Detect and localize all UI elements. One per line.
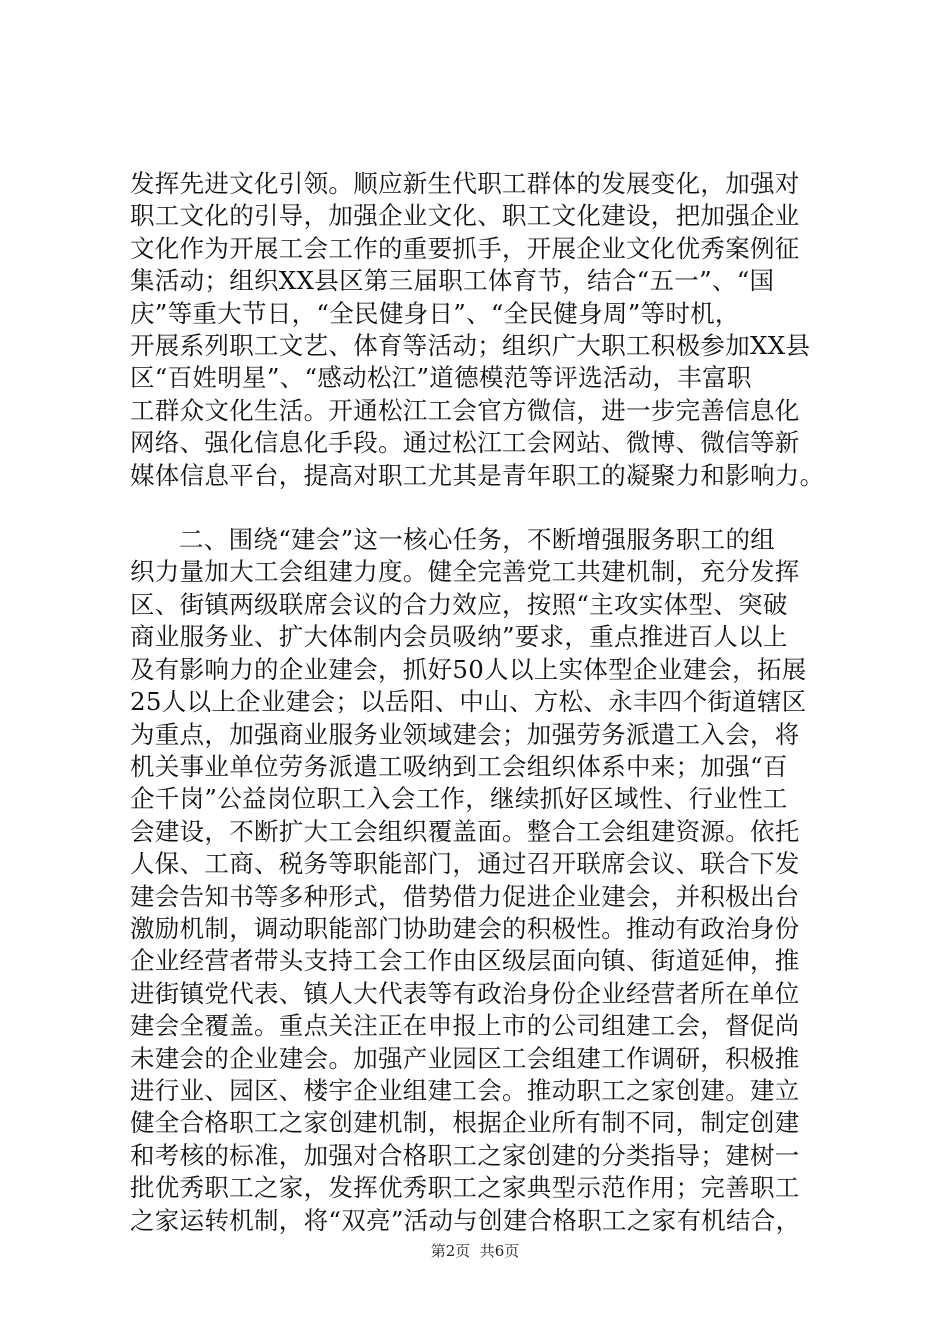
text-line: 及有影响力的企业建会，抓好50人以上实体型企业建会，拓展 xyxy=(130,654,807,684)
text-line: 为重点，加强商业服务业领域建会；加强劳务派遣工入会，将 xyxy=(130,719,800,749)
paragraph-culture xyxy=(130,168,830,492)
text-line: 未建会的企业建会。加强产业园区工会组建工作调研，积极推 xyxy=(130,1043,800,1073)
document-body xyxy=(130,168,830,1237)
text-line: 开展系列职工文艺、体育等活动；组织广大职工积极参加XX县 xyxy=(130,331,811,361)
text-line: 激励机制，调动职能部门协助建会的积极性。推动有政治身份 xyxy=(130,913,800,943)
text-line: 网络、强化信息化手段。通过松江工会网站、微博、微信等新 xyxy=(130,428,800,458)
text-line: 健全合格职工之家创建机制，根据企业所有制不同，制定创建 xyxy=(130,1108,800,1138)
text-line: 职工文化的引导，加强企业文化、职工文化建设，把加强企业 xyxy=(130,201,800,231)
text-line: 企业经营者带头支持工会工作由区级层面向镇、街道延伸，推 xyxy=(130,946,800,976)
page-number-footer: 第2页 共6页 xyxy=(430,1242,520,1260)
text-line: 会建设，不断扩大工会组织覆盖面。整合工会组建资源。依托 xyxy=(130,816,800,846)
text-line: 人保、工商、税务等职能部门，通过召开联席会议、联合下发 xyxy=(130,849,800,879)
text-line: 建会全覆盖。重点关注正在申报上市的公司组建工会，督促尚 xyxy=(130,1011,800,1041)
text-line: 织力量加大工会组建力度。健全完善党工共建机制，充分发挥 xyxy=(130,557,800,587)
text-line: 二、围绕“建会”这一核心任务，不断增强服务职工的组 xyxy=(179,525,776,555)
text-line: 批优秀职工之家，发挥优秀职工之家典型示范作用；完善职工 xyxy=(130,1173,800,1203)
text-line: 区、街镇两级联席会议的合力效应，按照“主攻实体型、突破 xyxy=(130,589,788,619)
text-line: 机关事业单位劳务派遣工吸纳到工会组织体系中来；加强“百 xyxy=(130,751,788,781)
text-line: 庆”等重大节日，“全民健身日”、“全民健身周”等时机， xyxy=(130,298,740,328)
text-line: 进行业、园区、楼宇企业组建工会。推动职工之家创建。建立 xyxy=(130,1075,800,1105)
text-line: 25人以上企业建会；以岳阳、中山、方松、永丰四个街道辖区 xyxy=(130,687,807,717)
text-line: 集活动；组织XX县区第三届职工体育节，结合“五一”、“国 xyxy=(130,266,775,296)
text-line: 之家运转机制，将“双亮”活动与创建合格职工之家有机结合， xyxy=(130,1205,801,1235)
text-line: 商业服务业、扩大体制内会员吸纳”要求，重点推进百人以上 xyxy=(130,622,788,652)
text-line: 区“百姓明星”、“感动松江”道德模范等评选活动，丰富职 xyxy=(130,363,752,393)
text-line: 工群众文化生活。开通松江工会官方微信，进一步完善信息化 xyxy=(130,395,800,425)
text-line: 发挥先进文化引领。顺应新生代职工群体的发展变化，加强对 xyxy=(130,169,800,198)
paragraph-union-building xyxy=(130,524,830,1237)
text-line: 进街镇党代表、镇人大代表等有政治身份企业经营者所在单位 xyxy=(130,978,800,1008)
text-line: 建会告知书等多种形式，借势借力促进企业建会，并积极出台 xyxy=(130,881,800,911)
text-line: 媒体信息平台，提高对职工尤其是青年职工的凝聚力和影响力。 xyxy=(130,460,825,490)
text-line: 和考核的标准，加强对合格职工之家创建的分类指导；建树一 xyxy=(130,1140,800,1170)
text-line: 企千岗”公益岗位职工入会工作，继续抓好区域性、行业性工 xyxy=(130,784,788,814)
text-line: 文化作为开展工会工作的重要抓手，开展企业文化优秀案例征 xyxy=(130,233,800,263)
